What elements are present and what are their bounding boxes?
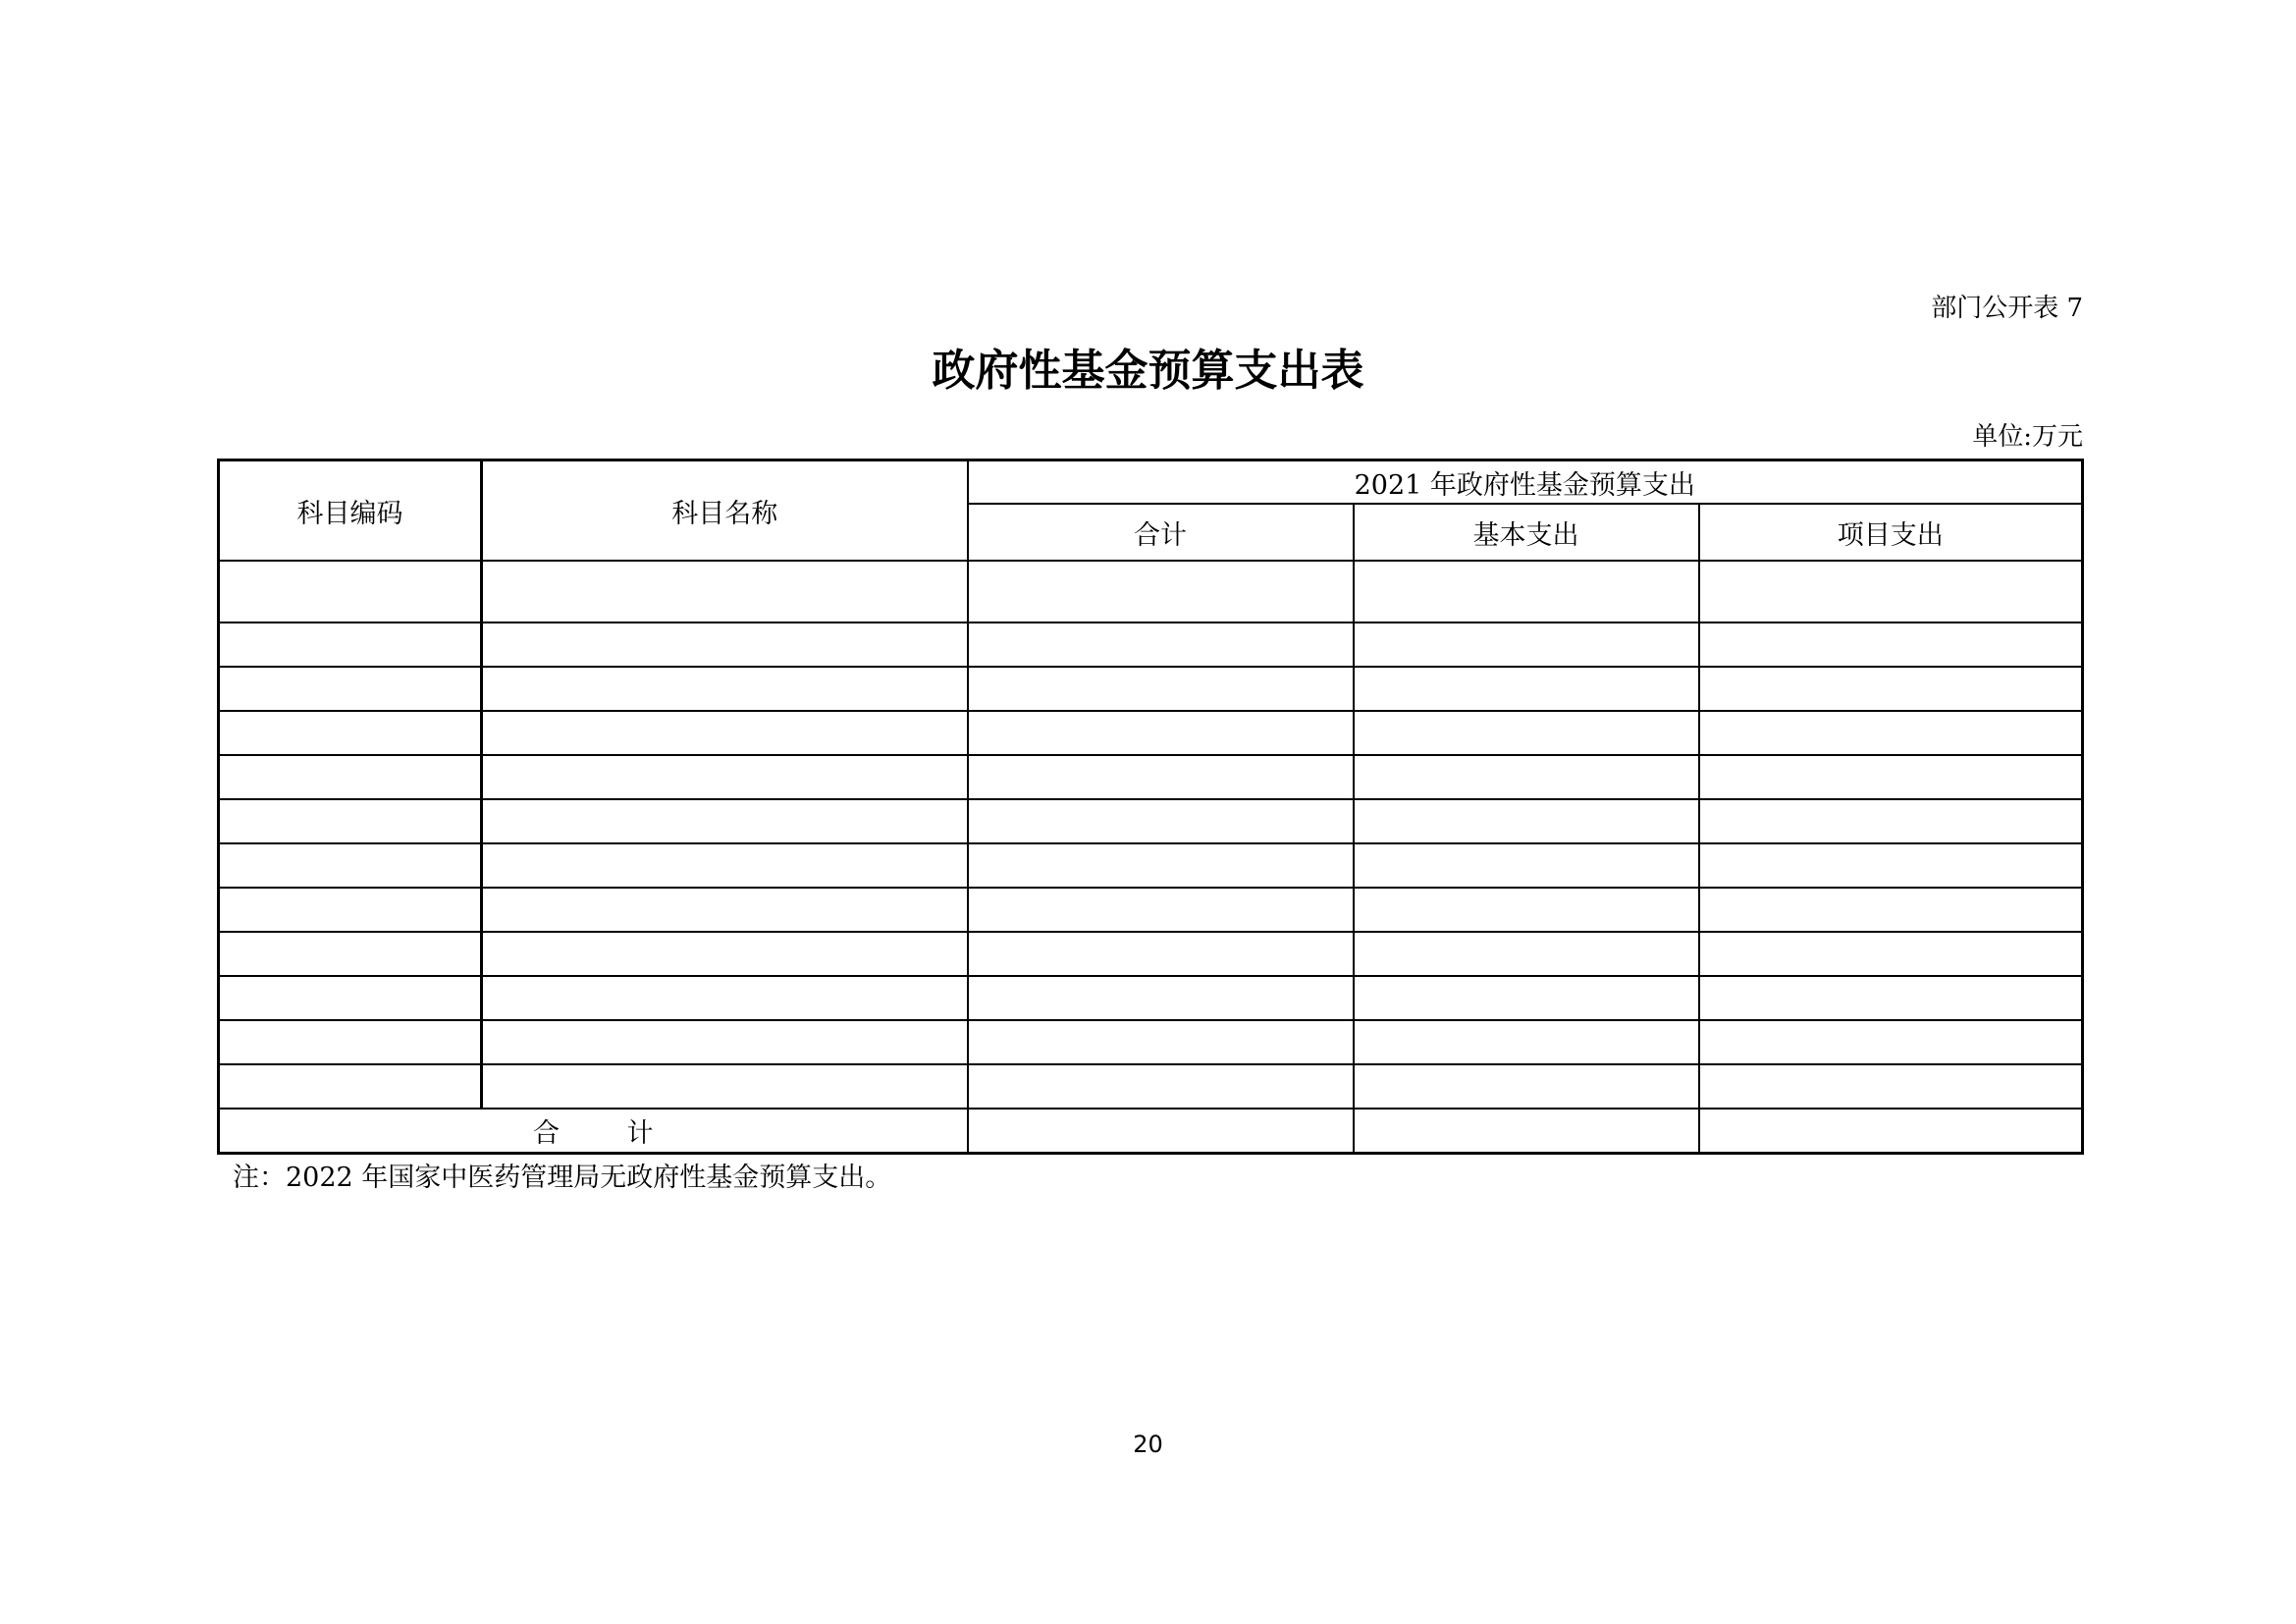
cell-project <box>1699 932 2083 976</box>
cell-total <box>968 843 1354 888</box>
cell-basic <box>1354 1020 1699 1064</box>
cell-basic <box>1354 932 1699 976</box>
column-header-name: 科目名称 <box>482 460 968 562</box>
total-row <box>219 1109 2083 1154</box>
cell-basic <box>1354 843 1699 888</box>
cell-code <box>219 1020 482 1064</box>
cell-total <box>968 667 1354 711</box>
cell-code <box>219 976 482 1020</box>
column-header-project: 项目支出 <box>1699 504 2083 561</box>
cell-name <box>482 976 968 1020</box>
cell-code <box>219 932 482 976</box>
cell-total <box>968 1020 1354 1064</box>
cell-project <box>1699 1064 2083 1109</box>
table-row <box>219 711 2083 755</box>
total-row-label <box>219 1109 968 1154</box>
total-row-basic <box>1354 1109 1699 1154</box>
column-header-basic: 基本支出 <box>1354 504 1699 561</box>
cell-basic <box>1354 561 1699 623</box>
cell-code <box>219 561 482 623</box>
table-label: 部门公开表 7 <box>1931 294 2083 323</box>
cell-basic <box>1354 888 1699 932</box>
total-row-label-text: 合 计 <box>532 1118 683 1149</box>
unit-label: 单位:万元 <box>1972 422 2083 452</box>
cell-code <box>219 623 482 667</box>
cell-basic <box>1354 976 1699 1020</box>
cell-code <box>219 1064 482 1109</box>
page-title: 政府性基金预算支出表 <box>932 346 1364 396</box>
cell-name <box>482 799 968 843</box>
cell-total <box>968 799 1354 843</box>
cell-basic <box>1354 711 1699 755</box>
cell-code <box>219 799 482 843</box>
table-row <box>219 1020 2083 1064</box>
table-row <box>219 1064 2083 1109</box>
cell-project <box>1699 667 2083 711</box>
cell-name <box>482 623 968 667</box>
table-row <box>219 755 2083 799</box>
cell-project <box>1699 1020 2083 1064</box>
cell-project <box>1699 976 2083 1020</box>
column-header-total: 合计 <box>968 504 1354 561</box>
table-row <box>219 888 2083 932</box>
table-row <box>219 667 2083 711</box>
cell-name <box>482 711 968 755</box>
cell-total <box>968 561 1354 623</box>
cell-name <box>482 755 968 799</box>
total-row-project <box>1699 1109 2083 1154</box>
cell-basic <box>1354 799 1699 843</box>
cell-total <box>968 623 1354 667</box>
cell-project <box>1699 561 2083 623</box>
cell-name <box>482 843 968 888</box>
cell-code <box>219 667 482 711</box>
cell-name <box>482 1020 968 1064</box>
table-row <box>219 799 2083 843</box>
cell-project <box>1699 755 2083 799</box>
cell-total <box>968 711 1354 755</box>
column-group-header: 2021 年政府性基金预算支出 <box>968 460 2083 505</box>
table-row <box>219 843 2083 888</box>
cell-total <box>968 976 1354 1020</box>
cell-name <box>482 667 968 711</box>
cell-code <box>219 711 482 755</box>
table-row <box>219 561 2083 623</box>
cell-project <box>1699 888 2083 932</box>
cell-project <box>1699 843 2083 888</box>
cell-name <box>482 1064 968 1109</box>
table-row <box>219 623 2083 667</box>
table-row <box>219 976 2083 1020</box>
page-number: 20 <box>1133 1431 1163 1458</box>
cell-project <box>1699 623 2083 667</box>
column-header-code: 科目编码 <box>219 460 482 562</box>
cell-code <box>219 755 482 799</box>
cell-total <box>968 1064 1354 1109</box>
cell-basic <box>1354 1064 1699 1109</box>
cell-name <box>482 932 968 976</box>
cell-basic <box>1354 623 1699 667</box>
cell-project <box>1699 799 2083 843</box>
table-header-row <box>219 460 2083 505</box>
budget-table <box>217 459 2084 1155</box>
cell-name <box>482 888 968 932</box>
total-row-total <box>968 1109 1354 1154</box>
cell-name <box>482 561 968 623</box>
cell-total <box>968 932 1354 976</box>
cell-project <box>1699 711 2083 755</box>
cell-basic <box>1354 755 1699 799</box>
footnote: 注：2022 年国家中医药管理局无政府性基金预算支出。 <box>233 1163 892 1193</box>
cell-code <box>219 843 482 888</box>
cell-total <box>968 888 1354 932</box>
cell-total <box>968 755 1354 799</box>
cell-basic <box>1354 667 1699 711</box>
cell-code <box>219 888 482 932</box>
table-row <box>219 932 2083 976</box>
